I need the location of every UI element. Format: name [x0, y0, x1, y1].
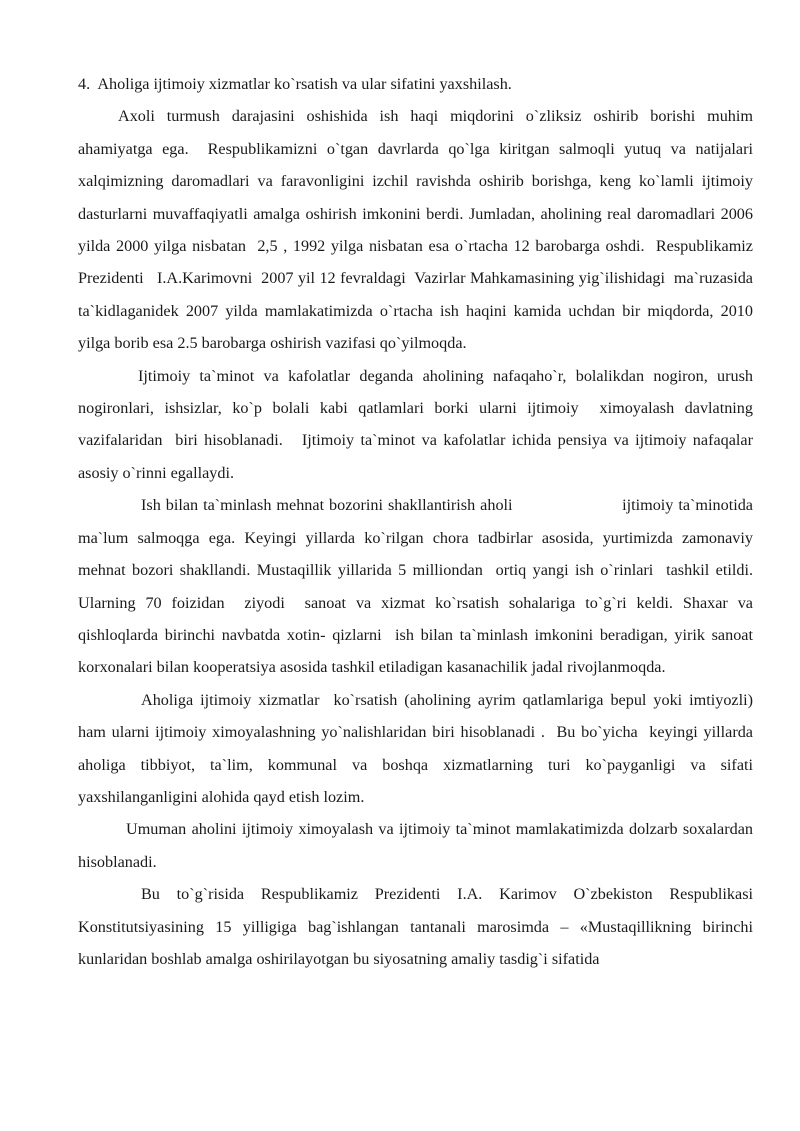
document-page: [78, 68, 762, 975]
paragraph-social-services: Aholiga ijtimoiy xizmatlar ko`rsatish (aholining ayrim qatlamlariga bepul yoki imtiyozli) ham ularni ijtimoiy ximoyalashning yo`nalishlaridan biri hisoblanadi . Bu bo`yicha keyingi yillarda aholiga tibbiyot, ta`lim, kommunal va boshqa xizmatlarning turi ko`payganligi va sifati yaxshilanganligini alohida qayd etish lozim.: [78, 690, 758, 806]
paragraph-social-security: Ijtimoiy ta`minot va kafolatlar deganda aholining nafaqaho`r, bolalikdan nogiron, urush nogironlari, ishsizlar, ko`p bolali kabi qatlamlari borki ularni ijtimoiy ximoyalash davlatning vazifalaridan biri hisoblanadi. Ijtimoiy ta`minot va kafolatlar ichida pensiya va ijtimoiy nafaqalar asosiy o`rinni egallaydi.: [78, 366, 758, 482]
paragraph-summary: Umuman aholini ijtimoiy ximoyalash va ijtimoiy ta`minot mamlakatimizda dolzarb soxalardan hisoblanadi.: [78, 820, 758, 871]
paragraph-employment: Ish bilan ta`minlash mehnat bozorini shakllantirish aholi ijtimoiy ta`minotida ma`lum salmoqga ega. Keyingi yillarda ko`rilgan chora tadbirlar asosida, yurtimizda zamonaviy mehnat bozori shakllandi. Mustaqillik yillarida 5 milliondan ortiq yangi ish o`rinlari tashkil etildi. Ularning 70 foizidan ziyodi sanoat va xizmat ko`rsatish sohalariga to`g`ri keldi. Shaxar va qishloqlarda birinchi navbatda xotin- qizlarni ish bilan ta`minlash imkonini beradigan, yirik sanoat korxonalari bilan kooperatsiya asosida tashkil etiladigan kasanachilik jadal rivojlanmoqda.: [78, 496, 762, 677]
paragraph-wages: Axoli turmush darajasini oshishida ish haqi miqdorini o`zliksiz oshirib borishi muhim ahamiyatga ega. Respublikamizni o`tgan davrlarda qo`lga kiritgan salmoqli yutuq va natijalari xalqimizning daromadlari va faravonligini izchil ravishda oshirib borishga, keng ko`lamli ijtimoiy dasturlarni muvaffaqiyatli amalga oshirish imkonini berdi. Jumladan, aholining real daromadlari 2006 yilda 2000 yilga nisbatan 2,5 , 1992 yilga nisbatan esa o`rtacha 12 barobarga oshdi. Respublikamiz Prezidenti I.A.Karimovni 2007 yil 12 fevraldagi Vazirlar Mahkamasining yig`ilishidagi ma`ruzasida ta`kidlaganidek 2007 yilda mamlakatimizda o`rtacha ish haqini kamida uchdan bir miqdorda, 2010 yilga borib esa 2.5 barobarga oshirish vazifasi qo`yilmoqda.: [78, 107, 758, 353]
section-heading: 4. Aholiga ijtimoiy xizmatlar ko`rsatish va ular sifatini yaxshilash.: [78, 75, 512, 93]
paragraph-president-quote: Bu to`g`risida Respublikamiz Prezidenti I.A. Karimov O`zbekiston Respublikasi Konstitutsiyasining 15 yilligiga bag`ishlangan tantanali marosimda – «Mustaqillikning birinchi kunlaridan boshlab amalga oshirilayotgan bu siyosatning amaliy tasdig`i sifatida: [78, 885, 758, 968]
